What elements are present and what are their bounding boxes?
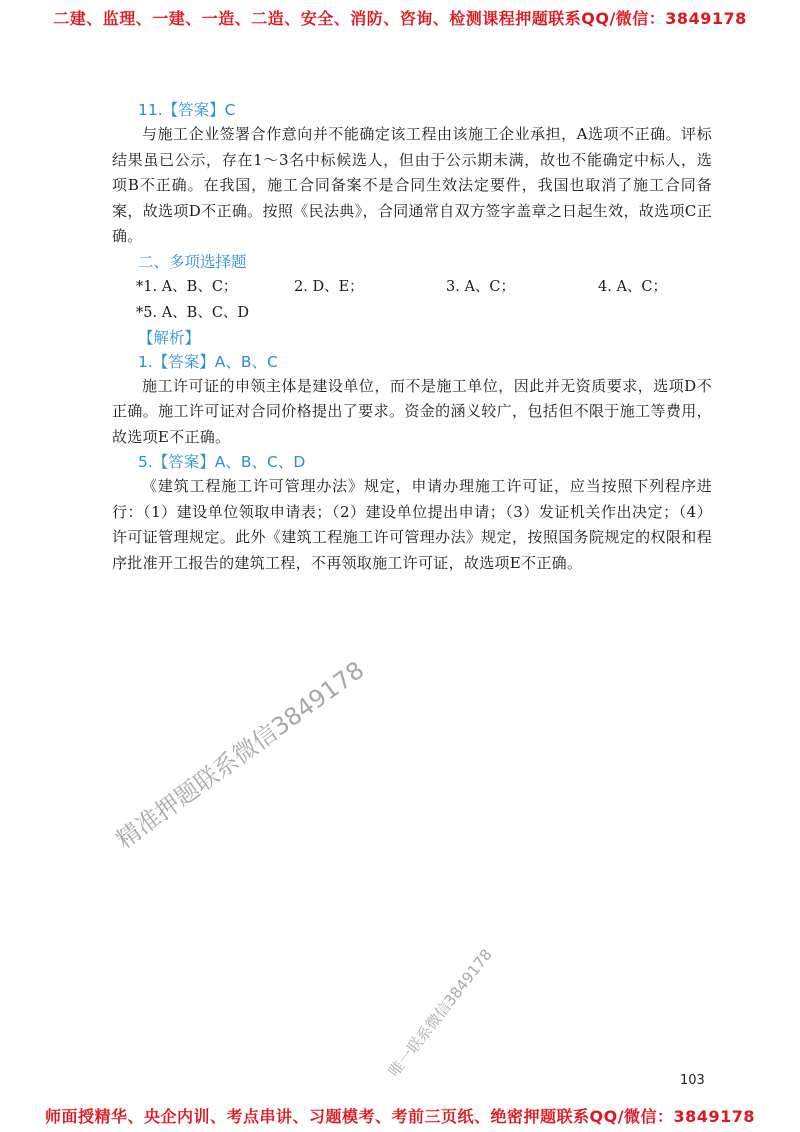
answers-row-2 — [136, 300, 712, 326]
answer-item: 3. A、C； — [446, 278, 516, 295]
answer-item: 2. D、E； — [294, 278, 364, 295]
q5-explanation: 《建筑工程施工许可管理办法》规定，申请办理施工许可证，应当按照下列程序进行：（1）建设单位领取申请表；（2）建设单位提出申请；（3）发证机关作出决定；（4）许可证管理规定。此外《建筑工程施工许可管理办法》规定，按照国务院规定的权限和程序批准开工报告的建筑工程，不再领取施工许可证，故选项E不正确。 — [112, 477, 712, 572]
analysis-title: 【解析】 — [138, 328, 201, 347]
bottom-banner: 师面授精华、央企内训、考点串讲、习题模考、考前三页纸、绝密押题联系QQ/微信：3849178 — [45, 1107, 755, 1126]
q11-heading: 11.【答案】C — [138, 101, 236, 119]
page-content — [112, 98, 712, 576]
answer-item: 4. A、C； — [598, 278, 668, 295]
section-title-multiple-choice: 二、多项选择题 — [138, 252, 247, 271]
q1-explanation: 施工许可证的申领主体是建设单位，而不是施工单位，因此并无资质要求，选项D不正确。施工许可证对合同价格提出了要求。资金的涵义较广，包括但不限于施工等费用，故选项E不正确。 — [112, 376, 712, 446]
top-banner: 二建、监理、一建、一造、二造、安全、消防、咨询、检测课程押题联系QQ/微信：3849178 — [53, 9, 747, 28]
page-number: 103 — [680, 1073, 705, 1088]
answer-item: *1. A、B、C； — [136, 278, 238, 295]
answers-row-1 — [136, 274, 712, 300]
q5-heading: 5.【答案】A、B、C、D — [138, 453, 306, 471]
watermark-diagonal-small: 唯一联系微信3849178 — [385, 945, 496, 1081]
answer-item: *5. A、B、C、D — [136, 304, 250, 321]
q11-explanation: 与施工企业签署合作意向并不能确定该工程由该施工企业承担，A选项不正确。评标结果虽已公示，存在1～3名中标候选人，但由于公示期未满，故也不能确定中标人，选项B不正确。在我国，施工合同备案不是合同生效法定要件，我国也取消了施工合同备案，故选项D不正确。按照《民法典》，合同通常自双方签字盖章之日起生效，故选项C正确。 — [112, 125, 712, 245]
watermark-diagonal-large: 精准押题联系微信3849178 — [110, 655, 370, 855]
q1-heading: 1.【答案】A、B、C — [138, 352, 278, 371]
